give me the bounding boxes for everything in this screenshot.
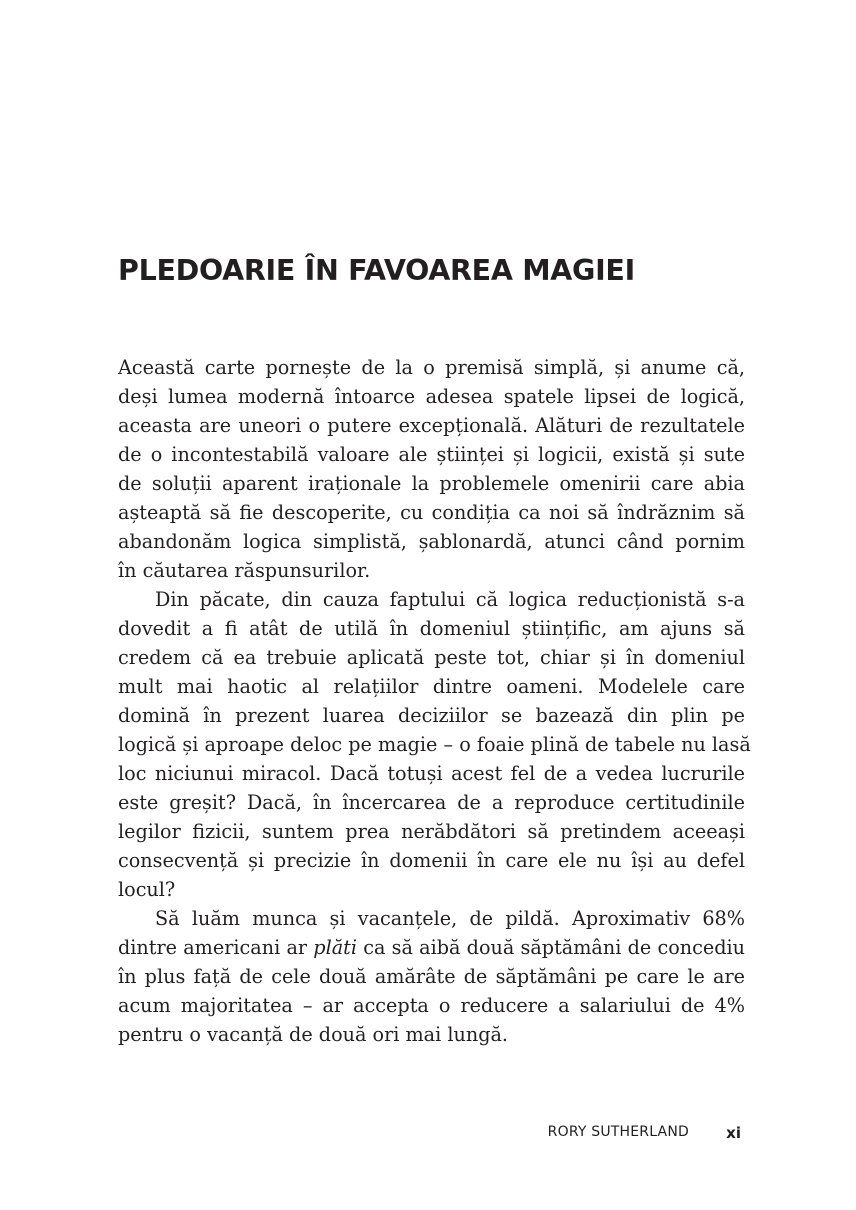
text-line: abandonăm logica simplistă, șablonardă, atunci când pornim (118, 530, 745, 553)
text-line: așteaptă să fie descoperite, cu condiția ca noi să îndrăznim să (118, 501, 745, 524)
text-line: Din păcate, din cauza faptului că logica reducționistă s-a (155, 588, 745, 611)
text-line: consecvență și precizie în domenii în care ele nu își au defel (118, 849, 745, 872)
text-line: domină în prezent luarea deciziilor se bazează din plin pe (118, 704, 745, 727)
text-line: locul? (118, 878, 176, 901)
text-line: pentru o vacanță de două ori mai lungă. (118, 1023, 509, 1046)
text-line: în căutarea răspunsurilor. (118, 559, 371, 582)
text-line: dovedit a fi atât de utilă în domeniul științific, am ajuns să (118, 617, 745, 640)
text-line: loc niciunui miracol. Dacă totuși acest fel de a vedea lucrurile (118, 762, 745, 785)
text-line: logică și aproape deloc pe magie – o foaie plină de tabele nu lasă (118, 733, 751, 756)
paragraph (118, 904, 745, 1049)
body-text (118, 353, 751, 1049)
chapter-title: PLEDOARIE ÎN FAVOAREA MAGIEI (118, 254, 635, 287)
text-line: în plus față de cele două amărâte de săptămâni pe care le are (118, 965, 745, 988)
page-number: xi (726, 1124, 741, 1142)
running-footer-author: RORY SUTHERLAND (547, 1124, 689, 1140)
text-line: credem că ea trebuie aplicată peste tot, chiar și în domeniul (118, 646, 745, 669)
text-line (118, 933, 745, 962)
text-line: acum majoritatea – ar accepta o reducere a salariului de 4% (118, 994, 745, 1017)
paragraph (118, 353, 745, 585)
text-line: este greșit? Dacă, în încercarea de a reproduce certitudinile (118, 791, 745, 814)
italic-word: plăti (313, 936, 357, 959)
text-line: aceasta are uneori o putere excepțională. Alături de rezultatele (118, 414, 745, 437)
text-segment: ca să aibă două săptămâni de concediu (357, 936, 745, 959)
paragraph (118, 585, 751, 904)
text-segment: dintre americani ar (118, 936, 314, 959)
text-line: Această carte pornește de la o premisă simplă, și anume că, (118, 356, 745, 379)
text-line: de o incontestabilă valoare ale științei și logicii, există și sute (118, 443, 745, 466)
text-line: mult mai haotic al relațiilor dintre oameni. Modelele care (118, 675, 745, 698)
text-line: deși lumea modernă întoarce adesea spatele lipsei de logică, (118, 385, 745, 408)
text-line: legilor fizicii, suntem prea nerăbdători să pretindem aceeași (118, 820, 745, 843)
text-line: Să luăm munca și vacanțele, de pildă. Aproximativ 68% (155, 907, 745, 930)
text-line: de soluții aparent iraționale la problemele omenirii care abia (118, 472, 745, 495)
